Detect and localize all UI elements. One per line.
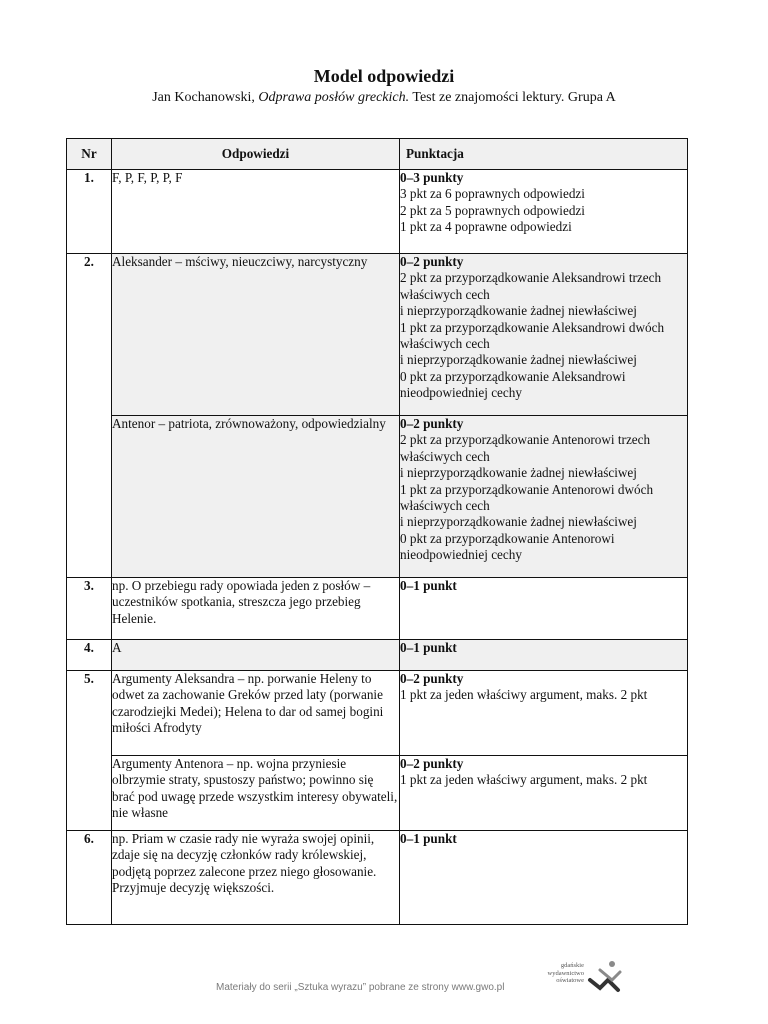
answer-cell: np. O przebiegu rady opowiada jeden z posłów – uczestników spotkania, streszcza jego przebieg Helenie. (112, 578, 400, 640)
points-line: 1 pkt za przyporządkowanie Antenorowi dwóch właściwych cech (400, 481, 654, 514)
row-number: 5. (67, 671, 112, 831)
answer-cell: Aleksander – mściwy, nieuczciwy, narcystyczny (112, 254, 400, 416)
points-line: 1 pkt za jeden właściwy argument, maks. 2 pkt (400, 687, 648, 703)
table-row (67, 170, 688, 254)
points-line: 2 pkt za przyporządkowanie Aleksandrowi trzech właściwych cech (400, 270, 662, 302)
points-cell (400, 416, 688, 578)
table-row (67, 416, 688, 578)
logo-text (532, 962, 584, 985)
table-row (67, 640, 688, 671)
points-line: 1 pkt za jeden właściwy argument, maks. 2 pkt (400, 772, 648, 788)
points-cell (400, 170, 688, 254)
points-cell (400, 831, 688, 925)
points-line: 1 pkt za przyporządkowanie Aleksandrowi dwóch właściwych cech (400, 319, 665, 352)
subtitle-rest: Test ze znajomości lektury. Grupa A (409, 90, 616, 105)
points-line: 1 pkt za 4 poprawne odpowiedzi (400, 219, 572, 235)
table-row (67, 831, 688, 925)
points-line: i nieprzyporządkowanie żadnej niewłaściwej (400, 465, 637, 481)
points-cell (400, 254, 688, 416)
header-punktacja: Punktacja (400, 139, 688, 170)
row-number: 6. (67, 831, 112, 925)
header-nr: Nr (67, 139, 112, 170)
points-range: 0–2 punkty (400, 756, 464, 771)
answer-cell: Argumenty Aleksandra – np. porwanie Heleny to odwet za zachowanie Greków przed laty (porwanie czarodziejki Medei); Helena to dar od samej bogini miłości Afrodyty (112, 671, 400, 756)
points-range: 0–2 punkty (400, 671, 464, 686)
points-line: 0 pkt za przyporządkowanie Antenorowi nieodpowiedniej cechy (400, 530, 615, 563)
footer-text: Materiały do serii „Sztuka wyrazu” pobrane ze strony www.gwo.pl (216, 982, 505, 993)
row-number: 4. (67, 640, 112, 671)
header-odpowiedzi: Odpowiedzi (112, 139, 400, 170)
logo-line: gdańskie (560, 962, 584, 969)
points-line: 2 pkt za 5 poprawnych odpowiedzi (400, 202, 585, 218)
gwo-logo-icon (586, 958, 626, 998)
subtitle-work: Odprawa posłów greckich. (258, 90, 410, 105)
page-title: Model odpowiedzi (313, 66, 455, 86)
points-line: i nieprzyporządkowanie żadnej niewłaściwej (400, 303, 637, 319)
logo-line: oświatowe (556, 977, 584, 984)
points-line: i nieprzyporządkowanie żadnej niewłaściwej (400, 514, 637, 530)
table-row (67, 254, 688, 416)
points-range: 0–1 punkt (400, 640, 457, 655)
logo-line: wydawnictwo (547, 969, 584, 977)
table-header-row (67, 139, 688, 170)
points-line: 0 pkt za przyporządkowanie Aleksandrowi nieodpowiedniej cechy (400, 368, 626, 401)
answer-cell: Antenor – patriota, zrównoważony, odpowiedzialny (112, 416, 400, 578)
points-cell (400, 640, 688, 671)
publisher-logo (532, 958, 632, 1000)
answer-cell: np. Priam w czasie rady nie wyraża swojej opinii, zdaje się na decyzję członków rady królewskiej, podjętą poprzez zalecone przez niego głosowanie. Przyjmuje decyzję większości. (112, 831, 400, 925)
points-cell (400, 671, 688, 756)
points-range: 0–3 punkty (400, 170, 464, 185)
table-row (67, 671, 688, 756)
table-row (67, 578, 688, 640)
points-cell (400, 756, 688, 831)
points-cell (400, 578, 688, 640)
answer-key-table (66, 138, 688, 925)
points-range: 0–1 punkt (400, 578, 457, 593)
answer-cell: F, P, F, P, P, F (112, 170, 400, 254)
points-line: 2 pkt za przyporządkowanie Antenorowi trzech właściwych cech (400, 432, 651, 464)
page-subtitle (0, 90, 768, 106)
points-line: 3 pkt za 6 poprawnych odpowiedzi (400, 186, 585, 202)
answer-cell: A (112, 640, 400, 671)
row-number: 3. (67, 578, 112, 640)
subtitle-author: Jan Kochanowski, (152, 90, 259, 105)
answer-cell: Argumenty Antenora – np. wojna przyniesie olbrzymie straty, spustoszy państwo; powinno się brać pod uwagę przede wszystkim interesy obywateli, nie własne (112, 756, 400, 831)
points-range: 0–2 punkty (400, 416, 464, 431)
points-line: i nieprzyporządkowanie żadnej niewłaściwej (400, 352, 637, 368)
points-range: 0–1 punkt (400, 831, 457, 846)
table-row (67, 756, 688, 831)
row-number: 1. (67, 170, 112, 254)
points-range: 0–2 punkty (400, 254, 464, 269)
row-number: 2. (67, 254, 112, 578)
